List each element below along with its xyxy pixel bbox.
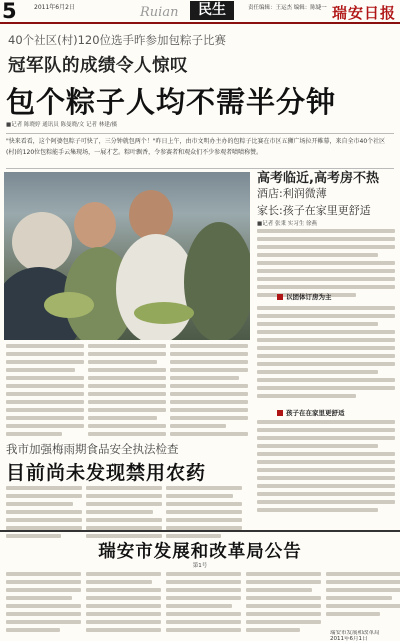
right-story-section-2: 孩子在在家里更舒适 bbox=[277, 408, 345, 417]
announcement-title: 瑞安市发展和改革局公告 bbox=[98, 542, 302, 562]
editors-credit: 责任编辑：王运杰 编辑：陈婕一 bbox=[248, 5, 327, 11]
announcement-block bbox=[0, 530, 400, 641]
issue-date: 2011年6月2日 bbox=[34, 4, 75, 11]
page-header bbox=[0, 0, 400, 24]
story1-headline: 包个粽子人均不需半分钟 bbox=[6, 85, 337, 119]
announcement-number: 第1号 bbox=[192, 563, 208, 569]
announcement-col bbox=[246, 572, 321, 636]
story1-body-col-2 bbox=[88, 344, 166, 440]
announcement-signature bbox=[330, 630, 380, 641]
right-story-title: 高考临近,高考房不热 bbox=[257, 171, 379, 186]
story1-body-col-1 bbox=[6, 344, 84, 440]
section-pinyin: Ruian bbox=[140, 5, 179, 20]
right-story-body-1 bbox=[257, 229, 395, 301]
right-story-byline: ■记者 张秉 实习生 徐燕 bbox=[257, 221, 317, 227]
right-story-section-1: 以团体订房为主 bbox=[277, 292, 332, 301]
story1-lead: "快来看看，这个阿婆包粽子可快了，三分钟就包两个！"昨日上午，由市文明办主办的包粽子比赛在市区五狮广场拉开帷幕，来自全市40个社区(村)的120位包粽能手云集现场，一展才艺。粽叶飘香，令参赛者和观众们不少参观者啧啧称赞。 bbox=[6, 133, 394, 169]
section-marker-icon bbox=[277, 410, 283, 416]
announcement-signer: 瑞安市发展和改革局 bbox=[330, 630, 380, 636]
announcement-date: 2011年6月1日 bbox=[330, 636, 368, 641]
right-story-subtitle-1: 酒店:利润微薄 bbox=[257, 187, 327, 200]
announcement-col bbox=[6, 572, 81, 636]
news-photo bbox=[4, 172, 250, 340]
section-title: 民生 bbox=[190, 1, 234, 20]
page-number: 5 bbox=[2, 0, 17, 23]
section-label bbox=[140, 1, 240, 21]
right-story-body-2 bbox=[257, 306, 395, 402]
right-story-body-3 bbox=[257, 420, 395, 516]
announcement-col bbox=[326, 572, 400, 620]
story2-kicker: 我市加强梅雨期食品安全执法检查 bbox=[6, 442, 179, 456]
story1-kicker: 40个社区(村)120位选手昨参加包粽子比赛 bbox=[8, 33, 227, 47]
section-marker-icon bbox=[277, 294, 283, 300]
masthead-logo: 瑞安日报 bbox=[331, 4, 396, 22]
announcement-col bbox=[166, 572, 241, 636]
announcement-col bbox=[86, 572, 161, 636]
story1-subheadline: 冠军队的成绩令人惊叹 bbox=[8, 56, 188, 76]
story1-body-col-3 bbox=[170, 344, 248, 440]
right-story-subtitle-2: 家长:孩子在家里更舒适 bbox=[257, 204, 371, 217]
story2-headline: 目前尚未发现禁用农药 bbox=[6, 462, 207, 484]
story1-byline: ■记者 陈晓婷 通讯员 陈曼晓/文 记者 林建/摄 bbox=[6, 122, 118, 128]
